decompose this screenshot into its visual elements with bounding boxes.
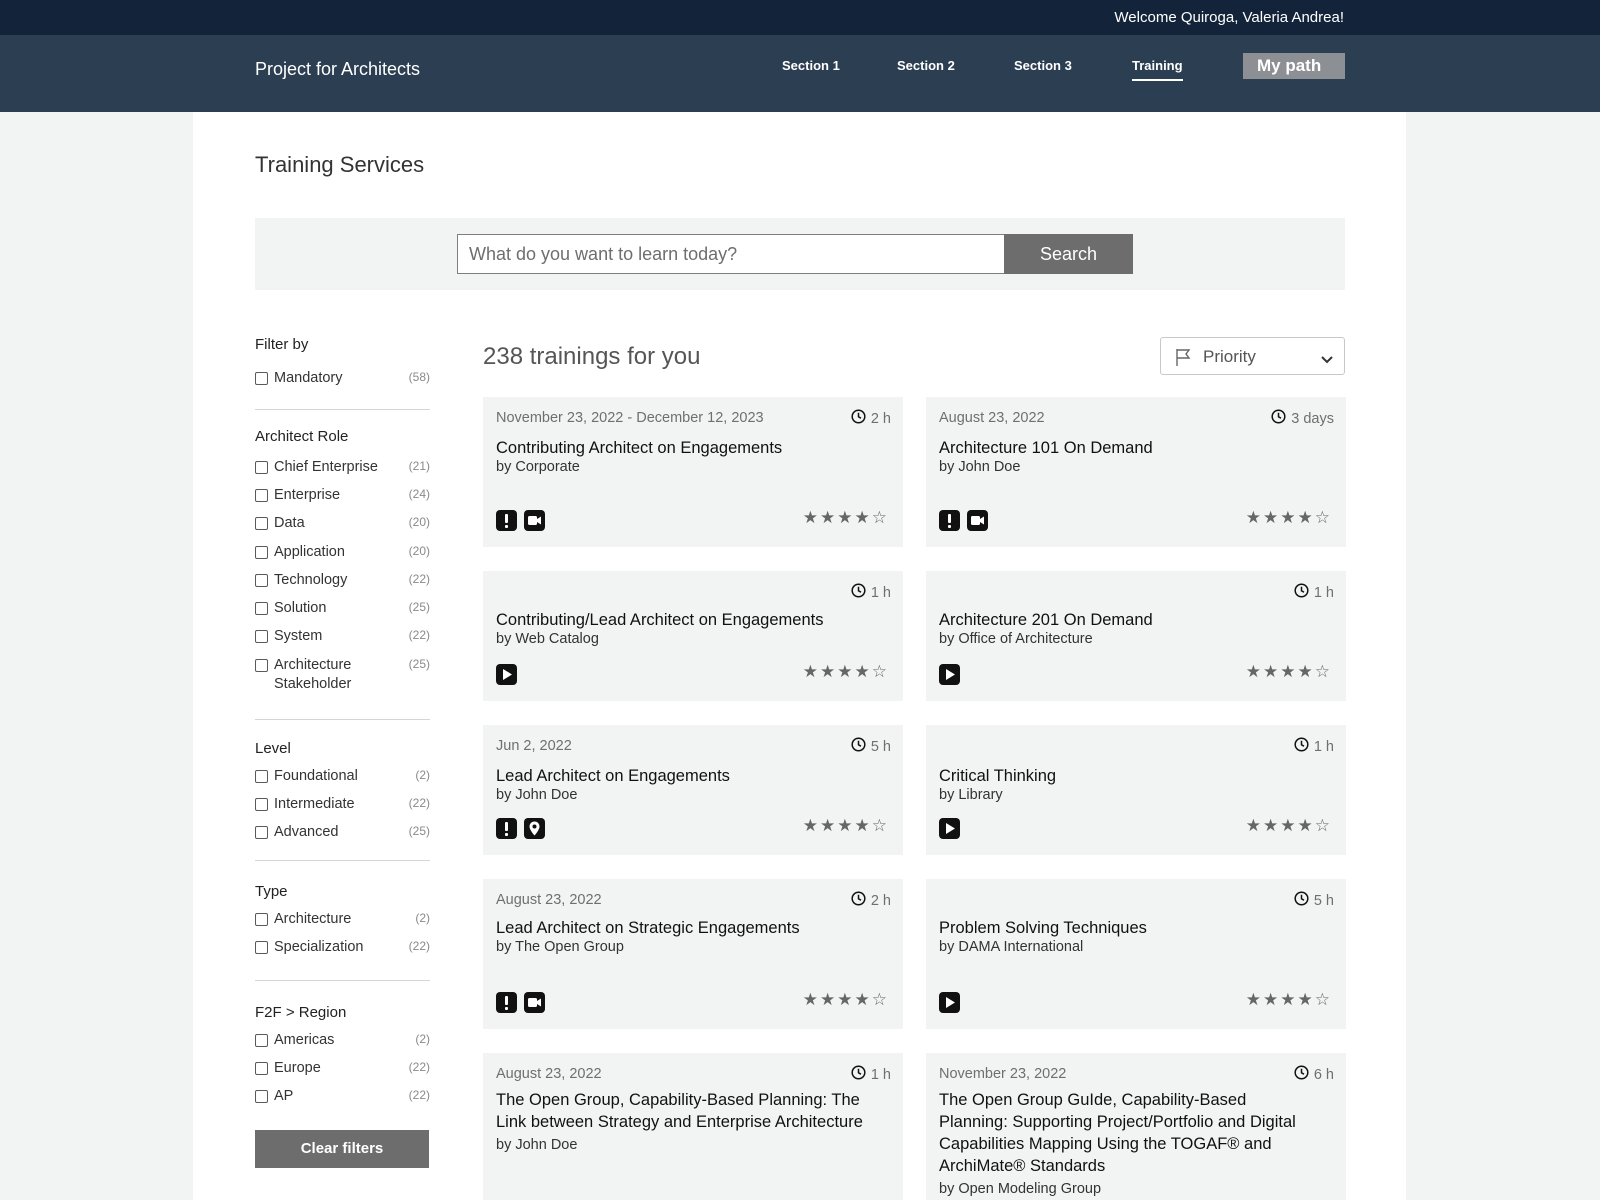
rating-stars: ★★★★☆	[802, 816, 889, 835]
video-icon	[967, 510, 988, 531]
card-duration-value: 6 h	[1313, 1066, 1334, 1083]
checkbox[interactable]	[255, 602, 268, 615]
checkbox[interactable]	[255, 574, 268, 587]
checkbox[interactable]	[255, 798, 268, 811]
card-duration	[1294, 1065, 1334, 1084]
card-title[interactable]: The Open Group GuIde, Capability-Based Planning: Supporting Project/Portfolio and Digital Capabilities Mapping Using the TOGAF® and ArchiMate® Standards	[939, 1091, 1296, 1175]
filter-option-label: AP	[274, 1088, 294, 1104]
card-title[interactable]: Problem Solving Techniques	[939, 919, 1147, 937]
filter-option-label: Intermediate	[274, 796, 355, 812]
filter-option[interactable]	[255, 938, 430, 958]
filter-option[interactable]	[255, 767, 430, 787]
card-badges	[496, 992, 545, 1013]
filter-option-label: Application	[274, 544, 345, 560]
card-duration-value: 2 h	[870, 410, 891, 427]
card-date: August 23, 2022	[939, 410, 1045, 426]
card-duration-value: 1 h	[1313, 738, 1334, 755]
filter-option[interactable]	[255, 458, 430, 478]
filter-option[interactable]	[255, 795, 430, 815]
checkbox[interactable]	[255, 659, 268, 672]
filter-option[interactable]	[255, 656, 430, 696]
alert-icon	[496, 818, 517, 839]
card-author: by Library	[939, 787, 1003, 803]
training-card[interactable]	[926, 725, 1346, 855]
rating-stars: ★★★★☆	[802, 990, 889, 1009]
checkbox[interactable]	[255, 826, 268, 839]
filter-group-heading: Architect Role	[255, 428, 349, 445]
training-card[interactable]	[483, 1053, 903, 1200]
alert-icon	[939, 510, 960, 531]
card-duration	[851, 409, 891, 428]
filter-option[interactable]	[255, 910, 430, 930]
chevron-down-icon	[1320, 352, 1334, 370]
filter-option-label: Foundational	[274, 768, 358, 784]
filter-option-label: System	[274, 628, 323, 644]
training-card[interactable]	[926, 397, 1346, 547]
card-author: by The Open Group	[496, 939, 624, 955]
filter-option-label: Specialization	[274, 939, 364, 955]
my-path-button[interactable]: My path	[1243, 53, 1345, 79]
card-title[interactable]: Architecture 101 On Demand	[939, 439, 1153, 457]
training-card[interactable]	[926, 1053, 1346, 1200]
play-icon	[939, 818, 960, 839]
filter-group-heading: Level	[255, 740, 291, 757]
filter-option-label: Data	[274, 515, 305, 531]
training-card[interactable]	[483, 879, 903, 1029]
checkbox[interactable]	[255, 1034, 268, 1047]
filter-option-count: (22)	[408, 939, 430, 953]
card-date: November 23, 2022	[939, 1066, 1067, 1082]
nav-section-3[interactable]: Section 3	[1014, 58, 1072, 73]
checkbox[interactable]	[255, 630, 268, 643]
filter-option[interactable]	[255, 486, 430, 506]
filter-option-label: Solution	[274, 600, 327, 616]
filter-option-count: (25)	[408, 600, 430, 614]
flag-icon	[1174, 347, 1194, 372]
clock-icon	[1271, 409, 1286, 428]
clock-icon	[1294, 737, 1309, 756]
card-title[interactable]: Contributing Architect on Engagements	[496, 439, 783, 457]
video-icon	[524, 992, 545, 1013]
card-badges	[939, 510, 988, 531]
filter-option-count: (2)	[415, 1032, 430, 1046]
training-card[interactable]	[926, 571, 1346, 701]
card-author: by John Doe	[496, 1137, 578, 1153]
card-badges	[939, 992, 960, 1013]
rating-stars: ★★★★☆	[1245, 508, 1332, 527]
rating-stars: ★★★★☆	[1245, 816, 1332, 835]
card-duration	[1294, 891, 1334, 910]
filter-option[interactable]	[255, 369, 430, 389]
filter-option[interactable]	[255, 1059, 430, 1079]
card-author: by Web Catalog	[496, 631, 599, 647]
divider	[255, 409, 430, 410]
card-duration-value: 1 h	[870, 1066, 891, 1083]
checkbox[interactable]	[255, 1090, 268, 1103]
filter-option[interactable]	[255, 1031, 430, 1051]
filter-option-count: (2)	[415, 768, 430, 782]
card-author: by Corporate	[496, 459, 580, 475]
card-date: August 23, 2022	[496, 892, 602, 908]
filter-option[interactable]	[255, 1087, 430, 1107]
checkbox[interactable]	[255, 1062, 268, 1075]
card-badges	[496, 510, 545, 531]
clock-icon	[851, 409, 866, 428]
card-duration	[1294, 583, 1334, 602]
checkbox[interactable]	[255, 461, 268, 474]
clock-icon	[851, 891, 866, 910]
clock-icon	[1294, 1065, 1309, 1084]
card-duration	[851, 583, 891, 602]
rating-stars: ★★★★☆	[802, 662, 889, 681]
filter-option-label: Architecture Stakeholder	[274, 657, 352, 692]
play-icon	[939, 664, 960, 685]
card-badges	[496, 664, 517, 685]
card-duration-value: 3 days	[1291, 410, 1334, 427]
page-title: Training Services	[255, 152, 425, 177]
filter-option-label: Technology	[274, 572, 348, 588]
card-date: November 23, 2022 - December 12, 2023	[496, 410, 764, 426]
checkbox[interactable]	[255, 489, 268, 502]
search-button[interactable]: Search	[1004, 234, 1133, 274]
card-title[interactable]: Architecture 201 On Demand	[939, 611, 1153, 629]
filter-option-count: (58)	[408, 370, 430, 384]
card-duration	[1294, 737, 1334, 756]
play-icon	[496, 664, 517, 685]
card-date: Jun 2, 2022	[496, 738, 572, 754]
training-card[interactable]	[483, 571, 903, 701]
clock-icon	[851, 737, 866, 756]
divider	[255, 860, 430, 861]
card-author: by DAMA International	[939, 939, 1084, 955]
filter-option-label: Europe	[274, 1060, 321, 1076]
filter-group-heading: Type	[255, 883, 288, 900]
nav-section-2[interactable]: Section 2	[897, 58, 955, 73]
video-icon	[524, 510, 545, 531]
card-author: by John Doe	[496, 787, 578, 803]
checkbox[interactable]	[255, 517, 268, 530]
checkbox[interactable]	[255, 770, 268, 783]
checkbox[interactable]	[255, 546, 268, 559]
filter-option-count: (2)	[415, 911, 430, 925]
card-duration-value: 2 h	[870, 892, 891, 909]
filter-option-label: Architecture	[274, 911, 352, 927]
card-duration-value: 1 h	[870, 584, 891, 601]
card-duration	[1271, 409, 1334, 428]
training-card[interactable]	[926, 879, 1346, 1029]
filter-option-count: (20)	[408, 515, 430, 529]
welcome-message: Welcome Quiroga, Valeria Andrea!	[1114, 9, 1344, 26]
filter-option[interactable]	[255, 823, 430, 843]
card-badges	[496, 818, 545, 839]
clear-filters-button[interactable]: Clear filters	[255, 1130, 429, 1168]
filter-option-count: (24)	[408, 487, 430, 501]
filter-option-count: (20)	[408, 544, 430, 558]
location-icon	[524, 818, 545, 839]
filter-group-heading: F2F > Region	[255, 1004, 347, 1021]
checkbox[interactable]	[255, 913, 268, 926]
sort-dropdown[interactable]	[1160, 337, 1345, 375]
filter-option-count: (22)	[408, 1088, 430, 1102]
filter-option-count: (22)	[408, 796, 430, 810]
card-title[interactable]: The Open Group, Capability-Based Planning: The Link between Strategy and Enterprise Architecture	[496, 1091, 863, 1131]
card-author: by Open Modeling Group	[939, 1181, 1102, 1197]
search-input[interactable]	[457, 234, 1005, 274]
card-duration	[851, 891, 891, 910]
clock-icon	[851, 1065, 866, 1084]
card-title[interactable]: Critical Thinking	[939, 767, 1057, 785]
nav-training[interactable]: Training	[1132, 58, 1183, 73]
filter-option-count: (22)	[408, 572, 430, 586]
training-card[interactable]	[483, 725, 903, 855]
alert-icon	[496, 992, 517, 1013]
filter-option[interactable]	[255, 627, 430, 647]
play-icon	[939, 992, 960, 1013]
sort-selected-value: Priority	[1203, 347, 1256, 366]
card-badges	[939, 818, 960, 839]
results-count: 238 trainings for you	[483, 343, 701, 370]
filter-option-count: (21)	[408, 459, 430, 473]
clock-icon	[1294, 891, 1309, 910]
card-title[interactable]: Lead Architect on Engagements	[496, 767, 730, 785]
card-duration-value: 5 h	[870, 738, 891, 755]
card-duration	[851, 1065, 891, 1084]
filter-option-label: Americas	[274, 1032, 335, 1048]
clock-icon	[851, 583, 866, 602]
rating-stars: ★★★★☆	[802, 508, 889, 527]
clock-icon	[1294, 583, 1309, 602]
filter-option-count: (22)	[408, 628, 430, 642]
filter-group-heading: Filter by	[255, 336, 309, 353]
card-badges	[939, 664, 960, 685]
card-duration-value: 5 h	[1313, 892, 1334, 909]
rating-stars: ★★★★☆	[1245, 662, 1332, 681]
training-card[interactable]	[483, 397, 903, 547]
checkbox[interactable]	[255, 372, 268, 385]
brand-title[interactable]: Project for Architects	[255, 59, 421, 79]
card-author: by John Doe	[939, 459, 1021, 475]
main-navbar	[0, 35, 1600, 112]
card-date: August 23, 2022	[496, 1066, 602, 1082]
checkbox[interactable]	[255, 941, 268, 954]
alert-icon	[496, 510, 517, 531]
divider	[255, 980, 430, 981]
filter-option-label: Mandatory	[274, 370, 343, 386]
card-author: by Office of Architecture	[939, 631, 1093, 647]
filter-option-label: Advanced	[274, 824, 339, 840]
filter-option-label: Chief Enterprise	[274, 459, 378, 475]
rating-stars: ★★★★☆	[1245, 990, 1332, 1009]
card-title[interactable]: Lead Architect on Strategic Engagements	[496, 919, 800, 937]
filter-option-count: (22)	[408, 1060, 430, 1074]
filter-option[interactable]	[255, 571, 430, 591]
filter-option-count: (25)	[408, 824, 430, 838]
divider	[255, 719, 430, 720]
nav-section-1[interactable]: Section 1	[782, 58, 840, 73]
card-duration	[851, 737, 891, 756]
top-bar	[0, 0, 1600, 35]
card-duration-value: 1 h	[1313, 584, 1334, 601]
card-title[interactable]: Contributing/Lead Architect on Engagements	[496, 611, 824, 629]
filter-option-count: (25)	[408, 657, 430, 671]
filter-option[interactable]	[255, 514, 430, 534]
filter-option[interactable]	[255, 543, 430, 563]
filter-option[interactable]	[255, 599, 430, 619]
filter-option-label: Enterprise	[274, 487, 341, 503]
